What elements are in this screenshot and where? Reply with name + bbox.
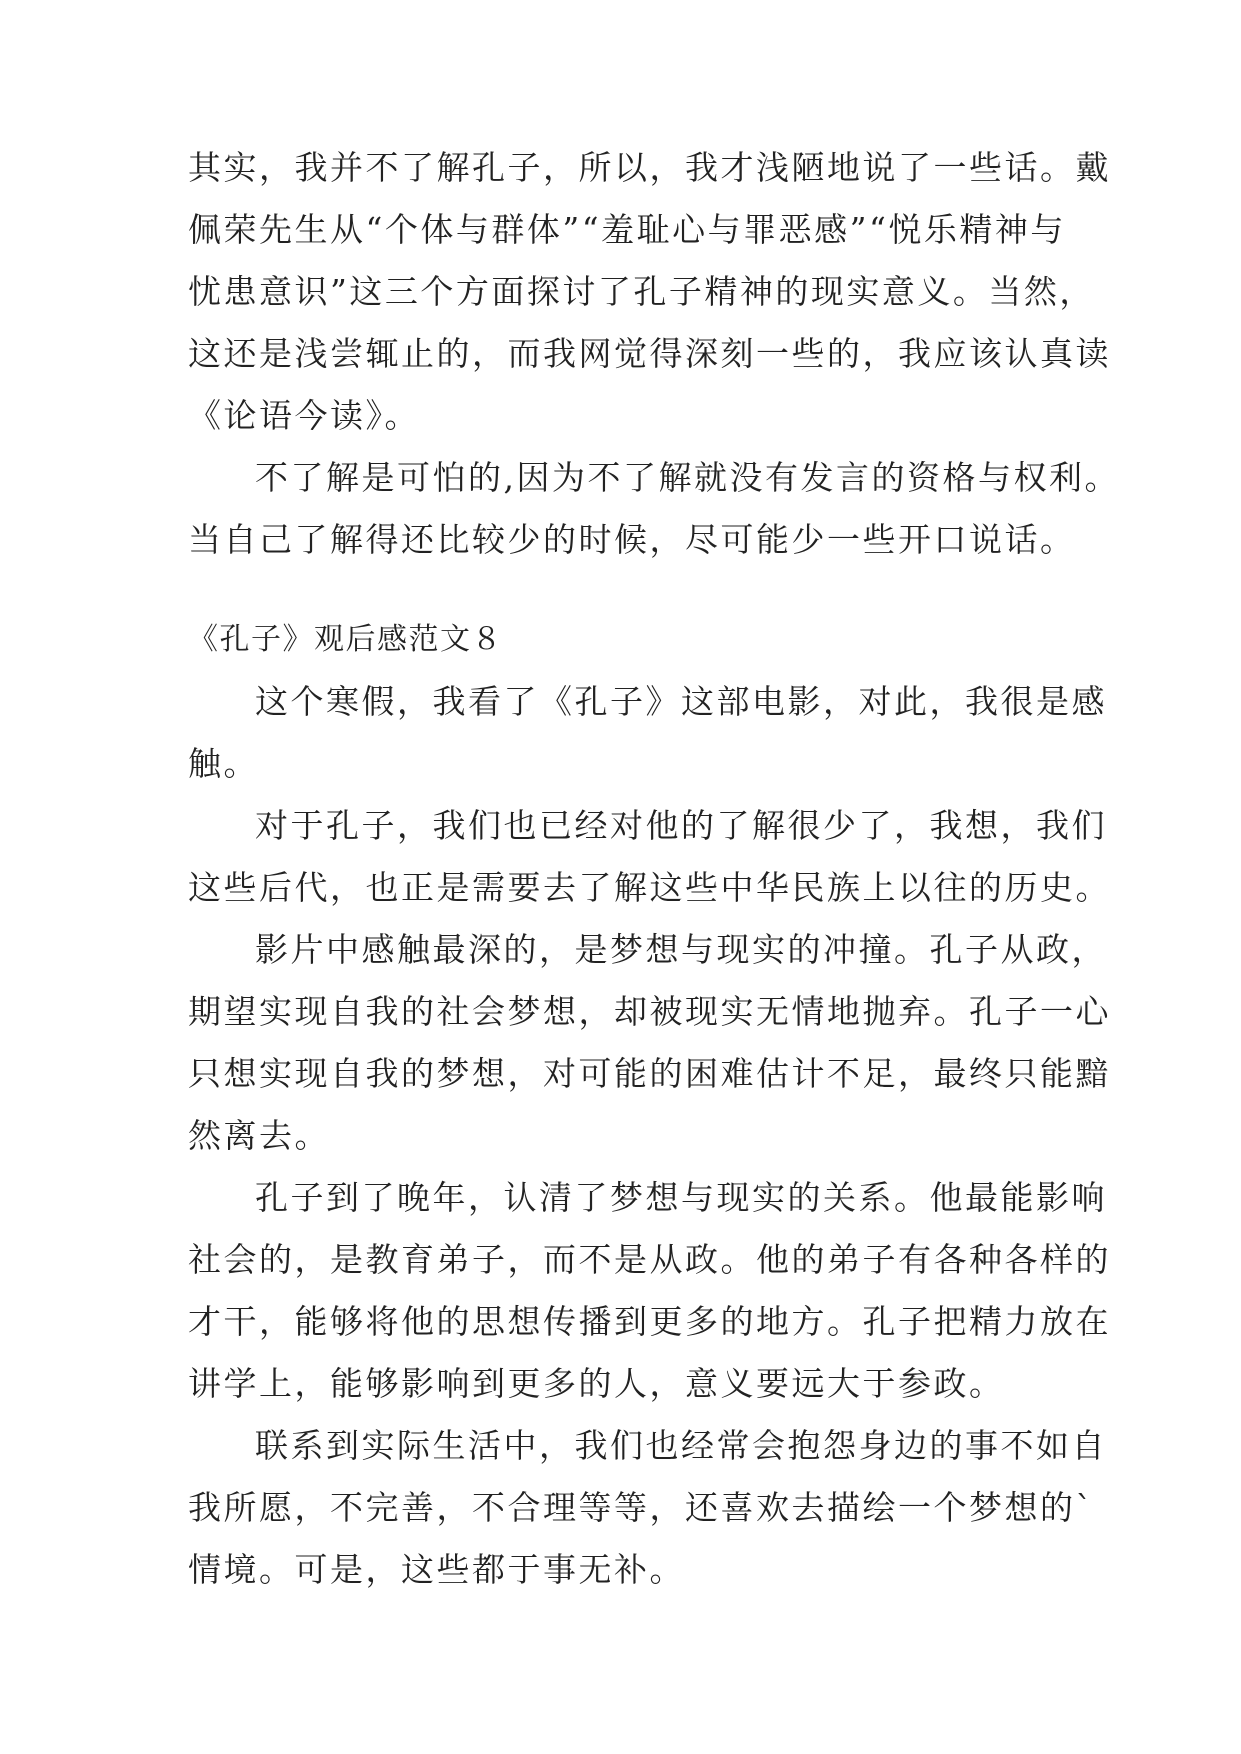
paragraph-line: 讲学上，能够影响到更多的人，意义要远大于参政。 [188, 1364, 1005, 1403]
paragraph-line: 触。 [188, 744, 259, 783]
paragraph-line: 期望实现自我的社会梦想，却被现实无情地抛弃。孔子一心 [188, 992, 1111, 1031]
paragraph-line: 当自己了解得还比较少的时候，尽可能少一些开口说话。 [188, 520, 1076, 559]
paragraph-line: 这还是浅尝辄止的，而我网觉得深刻一些的，我应该认真读 [188, 334, 1111, 373]
paragraph-line: 其实，我并不了解孔子，所以，我才浅陋地说了一些话。戴 [188, 148, 1111, 187]
paragraph-line: 只想实现自我的梦想，对可能的困难估计不足，最终只能黯 [188, 1054, 1111, 1093]
paragraph-line: 《论语今读》。 [188, 396, 420, 435]
paragraph-line: 孔子到了晚年，认清了梦想与现实的关系。他最能影响 [255, 1178, 1107, 1217]
paragraph-line: 联系到实际生活中，我们也经常会抱怨身边的事不如自 [255, 1426, 1107, 1465]
paragraph-line: 对于孔子，我们也已经对他的了解很少了，我想，我们 [255, 806, 1107, 845]
paragraph-line: 我所愿，不完善，不合理等等，还喜欢去描绘一个梦想的` [188, 1488, 1095, 1527]
paragraph-line: 这些后代，也正是需要去了解这些中华民族上以往的历史。 [188, 868, 1111, 907]
paragraph-line: 影片中感触最深的，是梦想与现实的冲撞。孔子从政， [255, 930, 1107, 969]
paragraph-line: 忧患意识”这三个方面探讨了孔子精神的现实意义。当然， [188, 272, 1095, 311]
paragraph-line: 才干，能够将他的思想传播到更多的地方。孔子把精力放在 [188, 1302, 1111, 1341]
paragraph-line: 情境。可是，这些都于事无补。 [188, 1550, 685, 1589]
paragraph-line: 然离去。 [188, 1116, 330, 1155]
section-heading: 《孔子》观后感范文８ [188, 622, 503, 657]
paragraph-line: 这个寒假，我看了《孔子》这部电影，对此，我很是感 [255, 682, 1107, 721]
paragraph-line: 佩荣先生从“个体与群体”“羞耻心与罪恶感”“悦乐精神与 [188, 210, 1066, 249]
paragraph-line: 社会的，是教育弟子，而不是从政。他的弟子有各种各样的 [188, 1240, 1111, 1279]
paragraph-line: 不了解是可怕的,因为不了解就没有发言的资格与权利。 [255, 458, 1120, 497]
